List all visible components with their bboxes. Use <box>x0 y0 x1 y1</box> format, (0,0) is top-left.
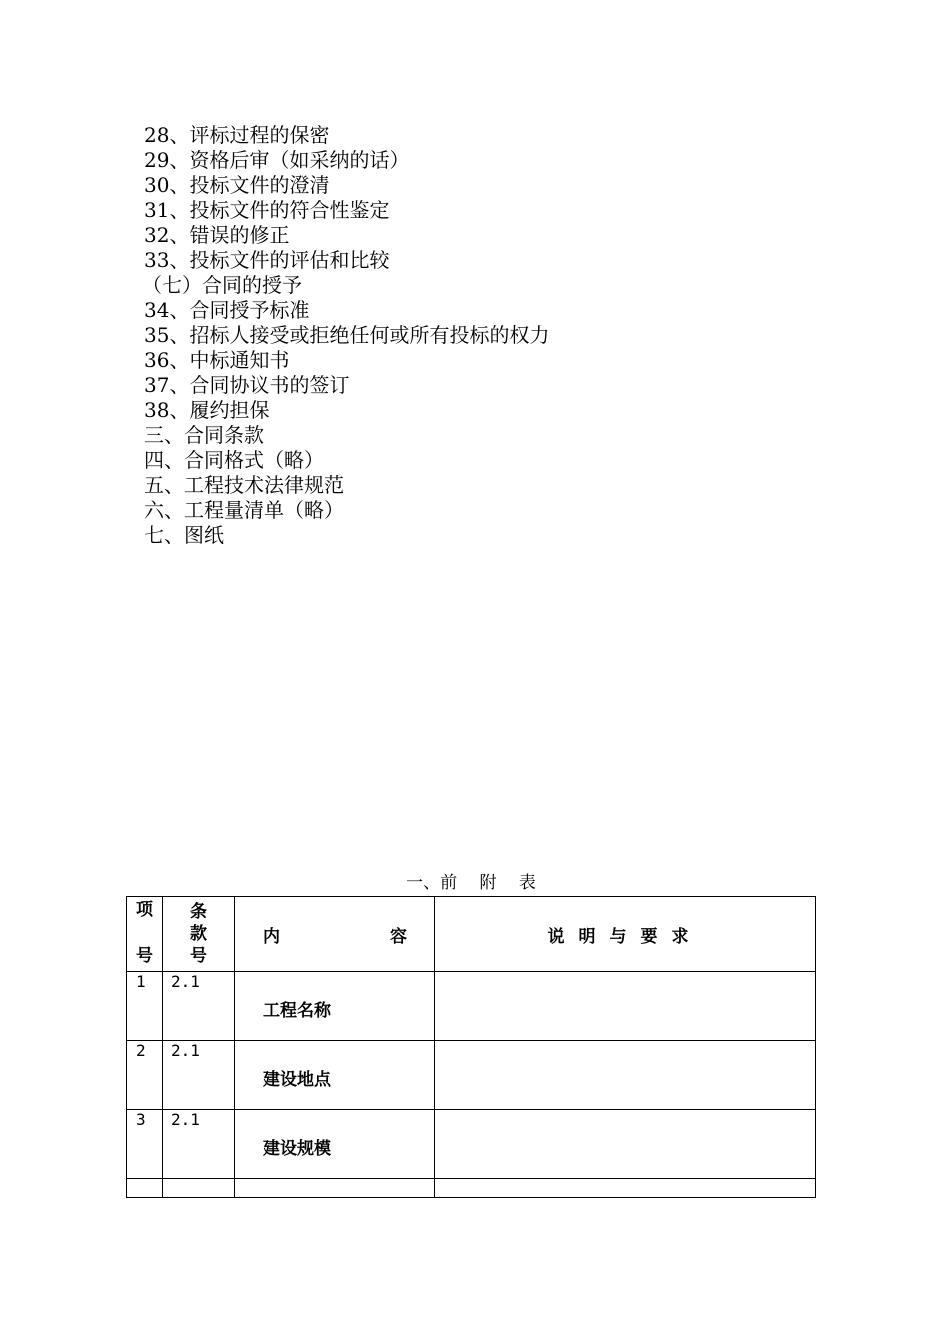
row-clause: 2.1 <box>163 1110 235 1179</box>
row-content: 工程名称 <box>235 972 435 1041</box>
empty-cell <box>163 1179 235 1198</box>
table-row <box>127 1041 816 1110</box>
toc-item: 34、合同授予标准 <box>144 298 310 322</box>
empty-cell <box>235 1179 435 1198</box>
row-description <box>435 1110 816 1179</box>
header-char: 号 <box>190 946 207 966</box>
header-char: 容 <box>390 926 407 947</box>
row-number: 2 <box>127 1041 163 1110</box>
front-appendix-table <box>126 896 816 1198</box>
table-row <box>127 972 816 1041</box>
header-item-number <box>127 897 163 972</box>
toc-section-heading: （七）合同的授予 <box>142 273 302 297</box>
toc-item: 30、投标文件的澄清 <box>144 173 330 197</box>
toc-item: 36、中标通知书 <box>144 348 290 372</box>
row-number: 3 <box>127 1110 163 1179</box>
toc-item: 七、图纸 <box>144 523 224 547</box>
header-content <box>235 897 435 972</box>
table-title: 一、前 附 表 <box>406 873 536 893</box>
toc-item: 四、合同格式（略） <box>144 448 324 472</box>
toc-item: 37、合同协议书的签订 <box>144 373 350 397</box>
toc-item: 五、工程技术法律规范 <box>144 473 344 497</box>
row-description <box>435 1041 816 1110</box>
table-row-empty <box>127 1179 816 1198</box>
row-content: 建设规模 <box>235 1110 435 1179</box>
header-char: 条 <box>190 902 207 922</box>
header-char: 项 <box>136 900 153 920</box>
toc-item: 三、合同条款 <box>144 423 264 447</box>
empty-cell <box>127 1179 163 1198</box>
toc-item: 38、履约担保 <box>144 398 270 422</box>
toc-item: 35、招标人接受或拒绝任何或所有投标的权力 <box>144 323 550 347</box>
header-char: 内 <box>263 926 280 947</box>
row-number: 1 <box>127 972 163 1041</box>
empty-cell <box>435 1179 816 1198</box>
header-description: 说明与要求 <box>435 897 816 972</box>
row-clause: 2.1 <box>163 972 235 1041</box>
row-content: 建设地点 <box>235 1041 435 1110</box>
toc-item: 29、资格后审（如采纳的话） <box>144 148 410 172</box>
header-char: 号 <box>136 946 153 966</box>
toc-item: 31、投标文件的符合性鉴定 <box>144 198 390 222</box>
table-header-row <box>127 897 816 972</box>
header-char: 款 <box>190 924 207 944</box>
header-clause-number <box>163 897 235 972</box>
toc-item: 33、投标文件的评估和比较 <box>144 248 390 272</box>
toc-item: 32、错误的修正 <box>144 223 290 247</box>
toc-item: 六、工程量清单（略） <box>144 498 344 522</box>
table-row <box>127 1110 816 1179</box>
row-description <box>435 972 816 1041</box>
toc-item: 28、评标过程的保密 <box>144 123 330 147</box>
table-of-contents <box>144 123 549 548</box>
row-clause: 2.1 <box>163 1041 235 1110</box>
